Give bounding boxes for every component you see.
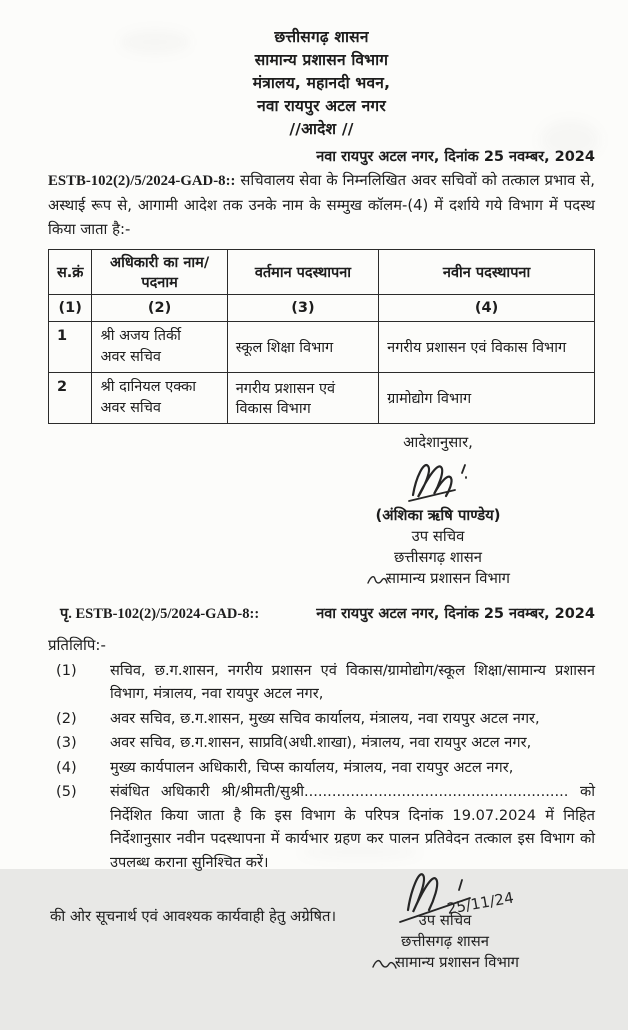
row-current-posting: नगरीय प्रशासन एवं विकास विभाग <box>227 372 378 423</box>
officer-name: श्री अजय तिर्की <box>100 327 181 344</box>
signature-block-1 <box>323 432 553 589</box>
table-colnum-row <box>49 294 595 321</box>
item-number: (3) <box>56 734 77 751</box>
signature-2-area <box>335 858 555 936</box>
ministry-building: मंत्रालय, महानदी भवन, <box>252 74 391 92</box>
row-serial: 1 <box>49 321 92 372</box>
colnum-1: (1) <box>49 294 92 321</box>
copy-list <box>48 659 595 875</box>
signatory-dept: सामान्य प्रशासन विभाग <box>385 569 511 587</box>
officer-designation: अवर सचिव <box>100 399 161 416</box>
row-serial: 2 <box>49 372 92 423</box>
handwritten-date: 25/11/24 <box>445 888 516 918</box>
table-header-row <box>49 249 595 294</box>
signatory2-govt: छत्तीसगढ़ शासन <box>401 933 489 950</box>
forward-note: की ओर सूचनार्थ एवं आवश्यक कार्यवाही हेतु अग्रेषित। <box>50 908 337 925</box>
item-number: (1) <box>56 661 77 679</box>
order-dateline: नवा रायपुर अटल नगर, दिनांक 25 नवम्बर, 2024 <box>316 149 595 165</box>
order-paragraph <box>48 169 595 243</box>
row-new-posting: ग्रामोद्योग विभाग <box>379 372 595 423</box>
item-text: संबंधित अधिकारी श्री/श्रीमती/सुश्री......................................................... को निर्देशित किया जाता है कि इस विभाग के परिपत्र दिनांक 19.07.2024 में निहित निर्देशानुसार नवीन पदस्थापना में कार्यभार ग्रहण कर पालन प्रतिवेदन तत्काल इस विभाग को उपलब्ध कराना सुनिश्चित करें। <box>110 783 595 871</box>
table-row <box>49 372 595 423</box>
list-item <box>48 731 595 755</box>
initials-scribble-icon <box>371 957 397 971</box>
row-new-posting: नगरीय प्रशासन एवं विकास विभाग <box>379 321 595 372</box>
item-text: सचिव, छ.ग.शासन, नगरीय प्रशासन एवं विकास/ग्रामोद्योग/स्कूल शिक्षा/सामान्य प्रशासन विभाग, मंत्रालय, नवा रायपुर अटल नगर, <box>110 661 595 702</box>
header-new-posting: नवीन पदस्थापना <box>379 249 595 294</box>
row-officer <box>92 372 227 423</box>
endorsement-ref-number: पृ. ESTB-102(2)/5/2024-GAD-8:: <box>60 605 260 622</box>
signatory2-dept: सामान्य प्रशासन विभाग <box>394 954 520 971</box>
table-row <box>49 321 595 372</box>
header-current-posting: वर्तमान पदस्थापना <box>227 249 378 294</box>
signature-scribble-icon <box>399 453 477 505</box>
signatory-dept-line <box>323 568 553 589</box>
govt-name: छत्तीसगढ़ शासन <box>274 28 369 46</box>
list-item <box>48 707 595 731</box>
item-number: (5) <box>56 783 77 800</box>
list-item <box>48 659 595 706</box>
row-current-posting: स्कूल शिक्षा विभाग <box>227 321 378 372</box>
department-name: सामान्य प्रशासन विभाग <box>254 51 389 69</box>
endorsement-dateline: नवा रायपुर अटल नगर, दिनांक 25 नवम्बर, 2024 <box>316 605 595 622</box>
officer-name: श्री दानियल एक्का <box>100 378 197 395</box>
signatory-name: (अंशिका ऋषि पाण्डेय) <box>375 506 501 524</box>
item-text: मुख्य कार्यपालन अधिकारी, चिप्स कार्यालय, मंत्रालय, नवा रायपुर अटल नगर, <box>110 758 514 776</box>
city-line: नवा रायपुर अटल नगर <box>257 97 386 115</box>
item-number: (4) <box>56 758 77 776</box>
colnum-2: (2) <box>92 294 227 321</box>
order-title: //आदेश // <box>289 120 354 138</box>
header-serial: स.क्रं <box>49 249 92 294</box>
letterhead <box>48 26 595 141</box>
item-number: (2) <box>56 709 77 727</box>
header-officer-name: अधिकारी का नाम/ पदनाम <box>92 249 227 294</box>
officer-designation: अवर सचिव <box>100 348 161 365</box>
item-text: अवर सचिव, छ.ग.शासन, साप्रवि(अधी.शाखा), मंत्रालय, नवा रायपुर अटल नगर, <box>110 734 532 751</box>
colnum-4: (4) <box>379 294 595 321</box>
signatory-govt: छत्तीसगढ़ शासन <box>394 548 482 566</box>
signature-scribble-icon <box>370 858 520 936</box>
row-officer <box>92 321 227 372</box>
copy-to-label: प्रतिलिपि:- <box>48 635 106 654</box>
transfer-table <box>48 249 595 424</box>
colnum-3: (3) <box>227 294 378 321</box>
signature-block-2 <box>335 858 555 973</box>
signatory2-dept-line <box>335 952 555 973</box>
initials-scribble-icon <box>366 573 388 587</box>
item-text: अवर सचिव, छ.ग.शासन, मुख्य सचिव कार्यालय, मंत्रालय, नवा रायपुर अटल नगर, <box>110 709 540 727</box>
footer-band <box>48 880 595 1030</box>
list-item <box>48 756 595 780</box>
order-body-text: सचिवालय सेवा के निम्नलिखित अवर सचिवों को तत्काल प्रभाव से, अस्थाई रूप से, आगामी आदेश तक उनके नाम के सम्मुख कॉलम-(4) में दर्शाये गये विभाग में पदस्थ किया जाता है:- <box>48 172 595 238</box>
by-order-text: आदेशानुसार, <box>403 433 473 451</box>
signatory2-designation: उप सचिव <box>418 912 472 929</box>
signatory-designation: उप सचिव <box>411 527 465 545</box>
order-ref-number: ESTB-102(2)/5/2024-GAD-8:: <box>48 173 236 189</box>
endorsement-row <box>48 603 595 623</box>
